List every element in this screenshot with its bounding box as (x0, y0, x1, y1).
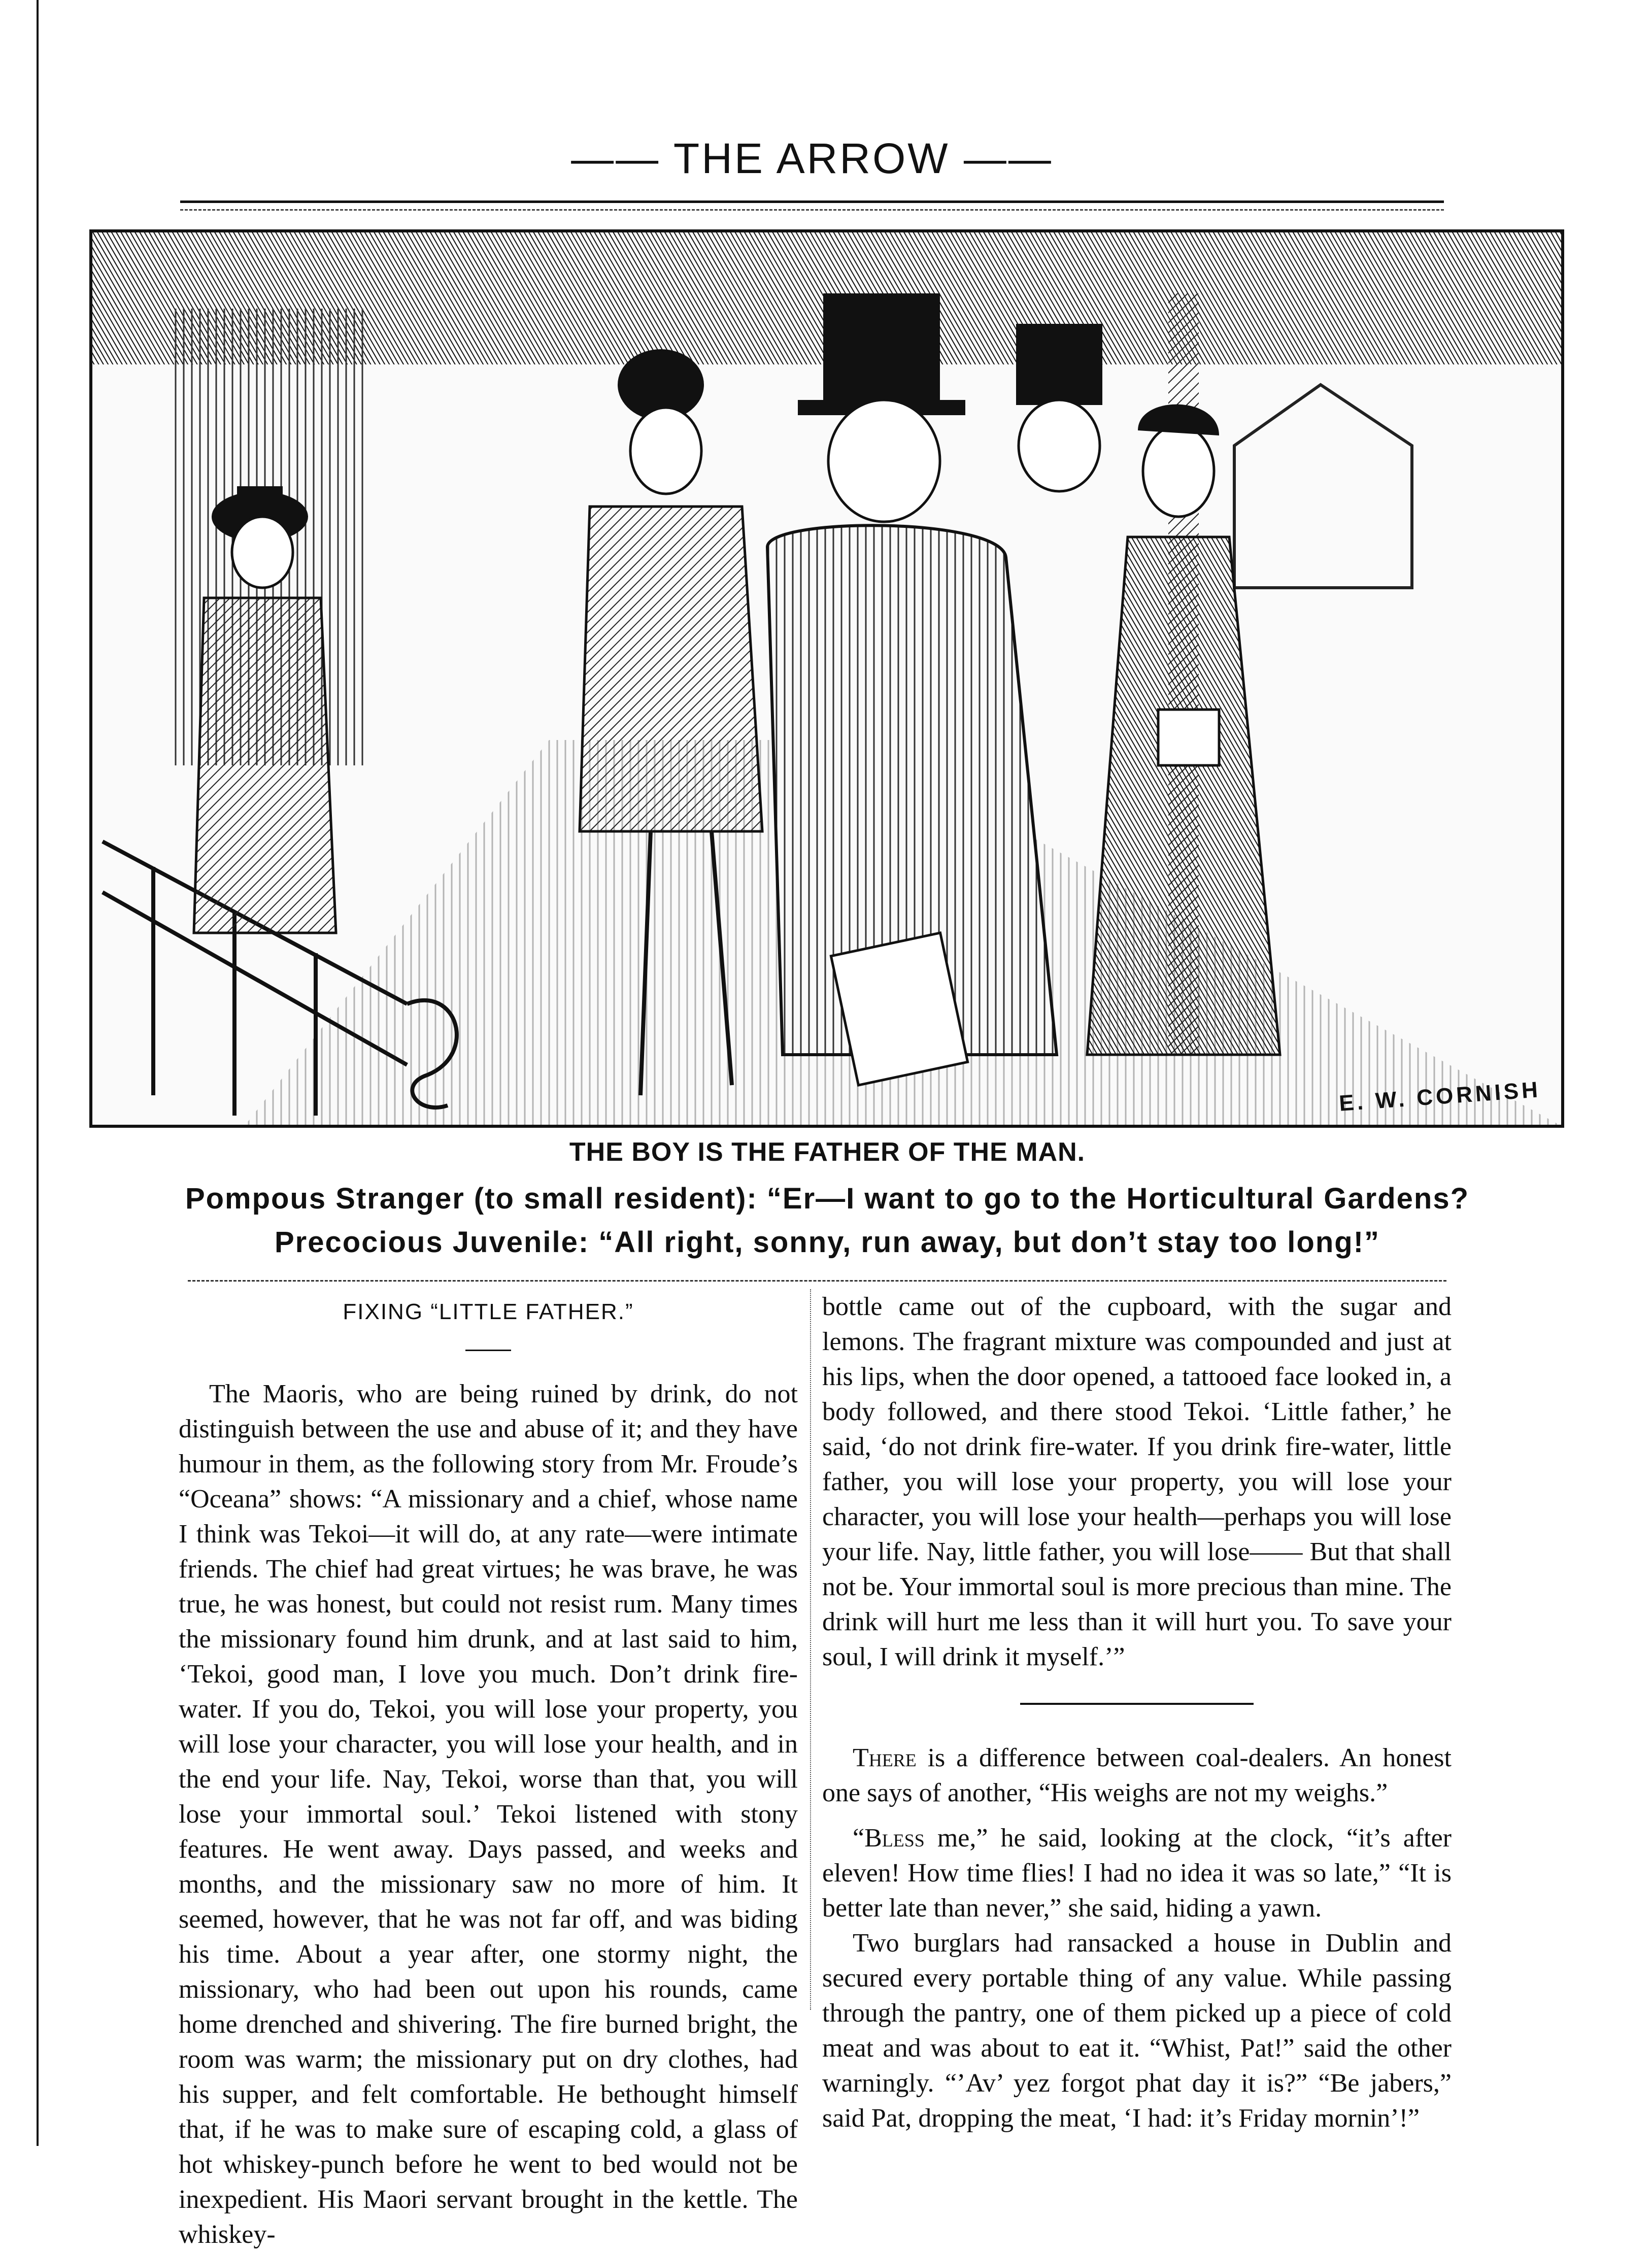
joke-bless-lead: Bless (864, 1824, 925, 1853)
joke-bless-open: “ (853, 1824, 865, 1853)
article-heading: FIXING “LITTLE FATHER.” (343, 1299, 634, 1324)
right-column (822, 1289, 1452, 2136)
lady-figure (1087, 405, 1280, 1055)
masthead-rule (180, 200, 1444, 203)
joke-coal-dealers (822, 1740, 1452, 1810)
joke-burglars: Two burglars had ransacked a house in Dublin and secured every portable thing of any value. While passing through the pantry, one of them picked up a piece of cold meat and was about to eat it. “Whist, Pat!” said the other warningly. “’Av’ yez forgot phat day it is?” “Be jabers,” said Pat, dropping the meat, ‘I had: it’s Friday mornin’!” (822, 1929, 1452, 2133)
left-column (179, 1289, 798, 2252)
cartoon-illustration (89, 229, 1564, 1128)
column-divider (810, 1289, 811, 2010)
masthead-title: —— THE ARROW —— (571, 135, 1053, 182)
page-margin-line (37, 0, 39, 2146)
joke-coal-text: is a difference between coal-dealers. An honest one says of another, “His weighs are not my weighs.” (822, 1743, 1452, 1807)
joke-coal-lead: There (853, 1743, 917, 1772)
article-body-right: bottle came out of the cupboard, with the sugar and lemons. The fragrant mixture was compounded and just at his lips, when the door opened, a tattooed face looked in, a body followed, and there stood Tekoi. ‘Little father,’ he said, ‘do not drink fire-water. If you drink fire-water, little father, you will lose your property, you will lose your character, you will lose your health—perhaps you will lose your life. Nay, little father, you will lose—— But that shall not be. Your immortal soul is more precious than mine. The drink will hurt me less than it will hurt you. To save your soul, I will drink it myself.’” (822, 1292, 1452, 1671)
heading-rule (465, 1350, 511, 1351)
cartoon-caption-line-2: Precocious Juvenile: “All right, sonny, run away, but don’t stay too long!” (274, 1226, 1380, 1259)
joke-section-rule (1020, 1703, 1254, 1705)
background-house (1234, 385, 1412, 588)
cartoon-caption-title: THE BOY IS THE FATHER OF THE MAN. (569, 1137, 1086, 1167)
cartoon-drawing (92, 232, 1561, 1125)
cartoon-caption-line-1: Pompous Stranger (to small resident): “Er—I want to go to the Horticultural Gardens? (185, 1182, 1470, 1215)
joke-bless-me (822, 1821, 1452, 1926)
joke-bless-text: me,” he said, looking at the clock, “it’s after eleven! How time flies! I had no idea it was so late,” “It is better late than never,” she said, hiding a yawn. (822, 1824, 1452, 1923)
section-divider (188, 1280, 1446, 1282)
masthead-rule-dashed (180, 209, 1444, 211)
article-body-left: The Maoris, who are being ruined by drink, do not distinguish between the use and abuse of it; and they have humour in them, as the following story from Mr. Froude’s “Oceana” shows: “A missionary and a chief, whose name I think was Tekoi—it will do, at any rate—were intimate friends. The chief had great virtues; he was brave, he was true, he was honest, but could not resist rum. Many times the missionary found him drunk, and at last said to him, ‘Tekoi, good man, I love you much. Don’t drink fire-water. If you do, Tekoi, you will lose your property, you will lose your character, you will lose your health, and in the end your life. Nay, Tekoi, worse than that, you will lose your immortal soul.’ Tekoi listened with stony features. He went away. Days passed, and weeks and months, and the missionary saw no more of him. It seemed, however, that he was not far off, and was biding his time. About a year after, one stormy night, the missionary, who had been out upon his rounds, came home drenched and shivering. The fire burned bright, the room was warm; the missionary put on dry clothes, had his supper, and felt comfortable. He bethought himself that, if he was to make sure of escaping cold, a glass of hot whiskey-punch before he went to bed would not be inexpedient. His Maori servant brought in the kettle. The whiskey- (179, 1380, 798, 2249)
second-top-hat-man-figure (1016, 324, 1102, 491)
pompous-stranger-figure (767, 293, 1057, 1085)
artist-signature: E. W. CORNISH (1338, 1077, 1542, 1116)
